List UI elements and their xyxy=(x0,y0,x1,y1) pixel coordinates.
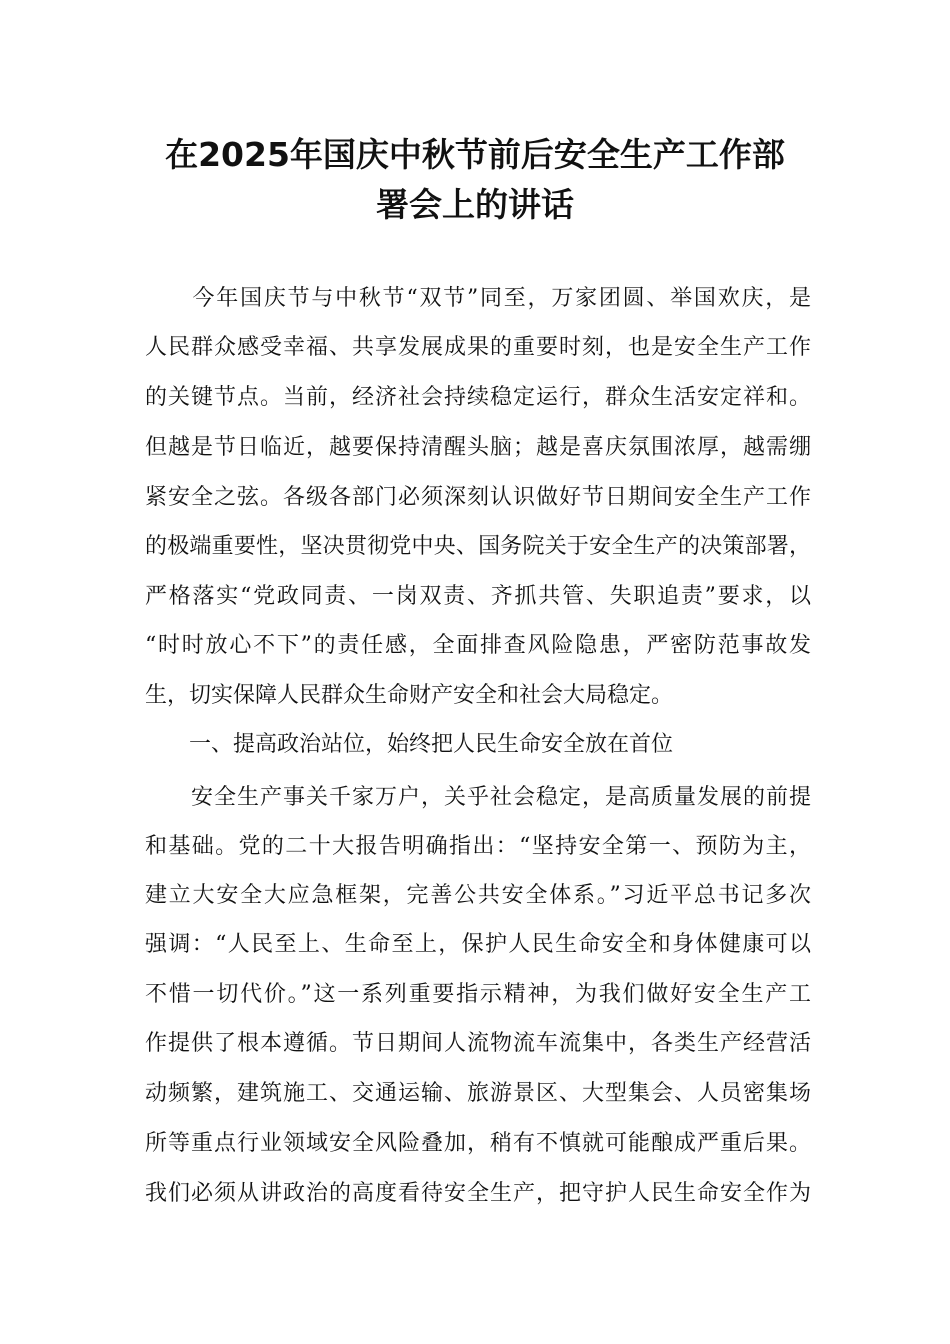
paragraph-1-line: “时时放心不下”的责任感，全面排查风险隐患，严密防范事故发 xyxy=(145,633,811,658)
paragraph-2-line: 建立大安全大应急框架，完善公共安全体系。”习近平总书记多次 xyxy=(145,883,811,908)
paragraph-1-line: 但越是节日临近，越要保持清醒头脑；越是喜庆氛围浓厚，越需绷 xyxy=(145,435,811,460)
section-heading: 一、提高政治站位，始终把人民生命安全放在首位 xyxy=(145,732,674,757)
paragraph-1-line: 紧安全之弦。各级各部门必须深刻认识做好节日期间安全生产工作 xyxy=(145,485,811,510)
paragraph-2-line: 所等重点行业领域安全风险叠加，稍有不慎就可能酿成严重后果。 xyxy=(145,1131,811,1156)
paragraph-2-line: 我们必须从讲政治的高度看待安全生产，把守护人民生命安全作为 xyxy=(145,1181,811,1206)
paragraph-1-line: 的关键节点。当前，经济社会持续稳定运行，群众生活安定祥和。 xyxy=(145,385,811,410)
paragraph-2-line: 强调：“人民至上、生命至上，保护人民生命安全和身体健康可以 xyxy=(145,932,811,957)
paragraph-1-line: 的极端重要性，坚决贯彻党中央、国务院关于安全生产的决策部署， xyxy=(145,534,811,559)
paragraph-1-line: 今年国庆节与中秋节“双节”同至，万家团圆、举国欢庆，是 xyxy=(145,286,811,311)
paragraph-1-line: 生，切实保障人民群众生命财产安全和社会大局稳定。 xyxy=(145,683,674,708)
paragraph-2-line: 动频繁，建筑施工、交通运输、旅游景区、大型集会、人员密集场 xyxy=(145,1081,811,1106)
paragraph-2-line: 作提供了根本遵循。节日期间人流物流车流集中，各类生产经营活 xyxy=(145,1031,811,1056)
paragraph-1-line: 严格落实“党政同责、一岗双责、齐抓共管、失职追责”要求，以 xyxy=(145,584,811,609)
paragraph-2-line: 和基础。党的二十大报告明确指出：“坚持安全第一、预防为主， xyxy=(145,834,811,859)
paragraph-2-line: 安全生产事关千家万户，关乎社会稳定，是高质量发展的前提 xyxy=(145,785,811,810)
paragraph-1-line: 人民群众感受幸福、共享发展成果的重要时刻，也是安全生产工作 xyxy=(145,335,811,360)
paragraph-2-line: 不惜一切代价。”这一系列重要指示精神，为我们做好安全生产工 xyxy=(145,982,811,1007)
document-title-line-1: 在2025年国庆中秋节前后安全生产工作部 xyxy=(165,135,785,174)
document-title-line-2: 署会上的讲话 xyxy=(376,185,574,224)
